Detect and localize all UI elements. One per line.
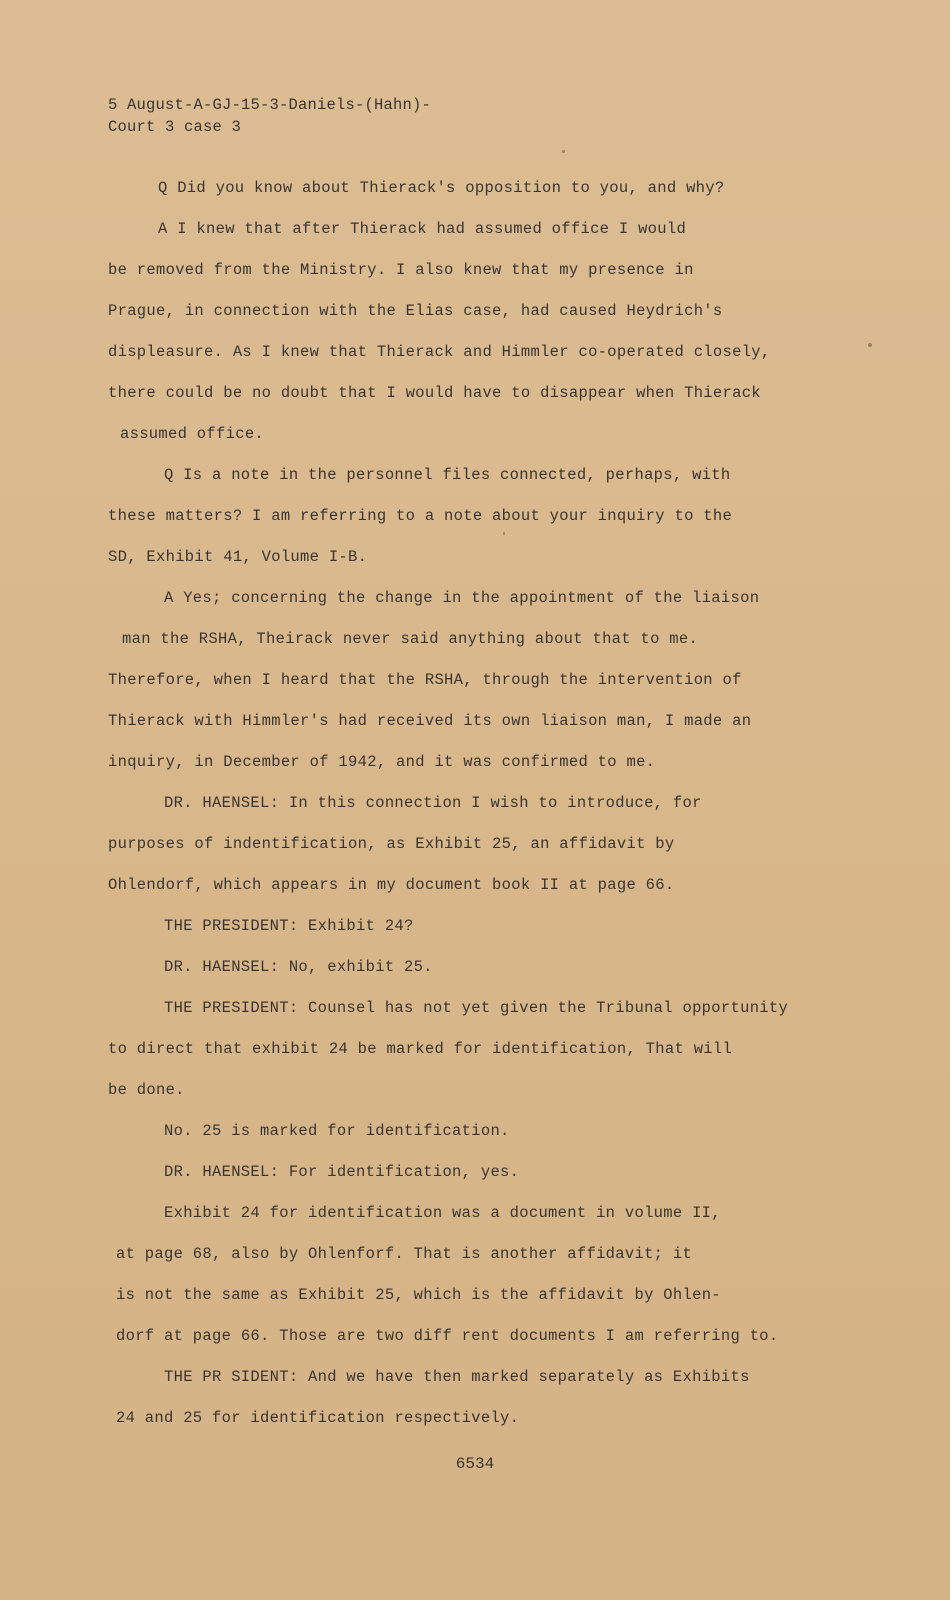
transcript-line: A Yes; concerning the change in the appointment of the liaison: [164, 589, 760, 607]
header-court-line: Court 3 case 3: [108, 118, 242, 136]
transcript-line: be removed from the Ministry. I also knew that my presence in: [108, 261, 694, 279]
transcript-line: is not the same as Exhibit 25, which is the affidavit by Ohlen-: [116, 1286, 721, 1304]
transcript-body: [108, 168, 840, 1439]
transcript-line: Therefore, when I heard that the RSHA, through the intervention of: [108, 671, 742, 689]
document-header: [108, 94, 840, 138]
transcript-line: SD, Exhibit 41, Volume I-B.: [108, 548, 368, 566]
header-session-line: 5 August-A-GJ-15-3-Daniels-(Hahn)-: [108, 96, 432, 114]
page-number: 6534: [455, 1455, 495, 1473]
transcript-line: A I knew that after Thierack had assumed office I would: [158, 220, 687, 238]
transcript-line: DR. HAENSEL: In this connection I wish to introduce, for: [164, 794, 702, 812]
transcript-line: assumed office.: [120, 425, 265, 443]
paper-speck: [562, 150, 565, 153]
transcript-line: DR. HAENSEL: For identification, yes.: [164, 1163, 520, 1181]
transcript-line: inquiry, in December of 1942, and it was confirmed to me.: [108, 753, 656, 771]
transcript-line: Q Is a note in the personnel files connected, perhaps, with: [164, 466, 731, 484]
transcript-line: THE PRESIDENT: Counsel has not yet given the Tribunal opportunity: [164, 999, 789, 1017]
transcript-line: these matters? I am referring to a note about your inquiry to the: [108, 507, 733, 525]
paper-speck: [868, 343, 872, 347]
transcript-line: displeasure. As I knew that Thierack and Himmler co-operated closely,: [108, 343, 771, 361]
transcript-line: to direct that exhibit 24 be marked for identification, That will: [108, 1040, 733, 1058]
transcript-line: DR. HAENSEL: No, exhibit 25.: [164, 958, 433, 976]
transcript-line: Exhibit 24 for identification was a document in volume II,: [164, 1204, 721, 1222]
transcript-line: Q Did you know about Thierack's opposition to you, and why?: [158, 179, 725, 197]
transcript-line: THE PR SIDENT: And we have then marked separately as Exhibits: [164, 1368, 750, 1386]
transcript-line: there could be no doubt that I would have to disappear when Thierack: [108, 384, 761, 402]
transcript-line: Ohlendorf, which appears in my document book II at page 66.: [108, 876, 675, 894]
transcript-line: 24 and 25 for identification respectively.: [116, 1409, 520, 1427]
transcript-line: No. 25 is marked for identification.: [164, 1122, 510, 1140]
transcript-line: Thierack with Himmler's had received its own liaison man, I made an: [108, 712, 752, 730]
transcript-line: dorf at page 66. Those are two diff rent documents I am referring to.: [116, 1327, 779, 1345]
transcript-line: be done.: [108, 1081, 185, 1099]
paper-speck: [503, 532, 505, 535]
transcript-line: THE PRESIDENT: Exhibit 24?: [164, 917, 414, 935]
transcript-line: man the RSHA, Theirack never said anything about that to me.: [122, 630, 699, 648]
transcript-line: at page 68, also by Ohlenforf. That is another affidavit; it: [116, 1245, 693, 1263]
transcript-line: purposes of indentification, as Exhibit 25, an affidavit by: [108, 835, 675, 853]
transcript-line: Prague, in connection with the Elias case, had caused Heydrich's: [108, 302, 723, 320]
